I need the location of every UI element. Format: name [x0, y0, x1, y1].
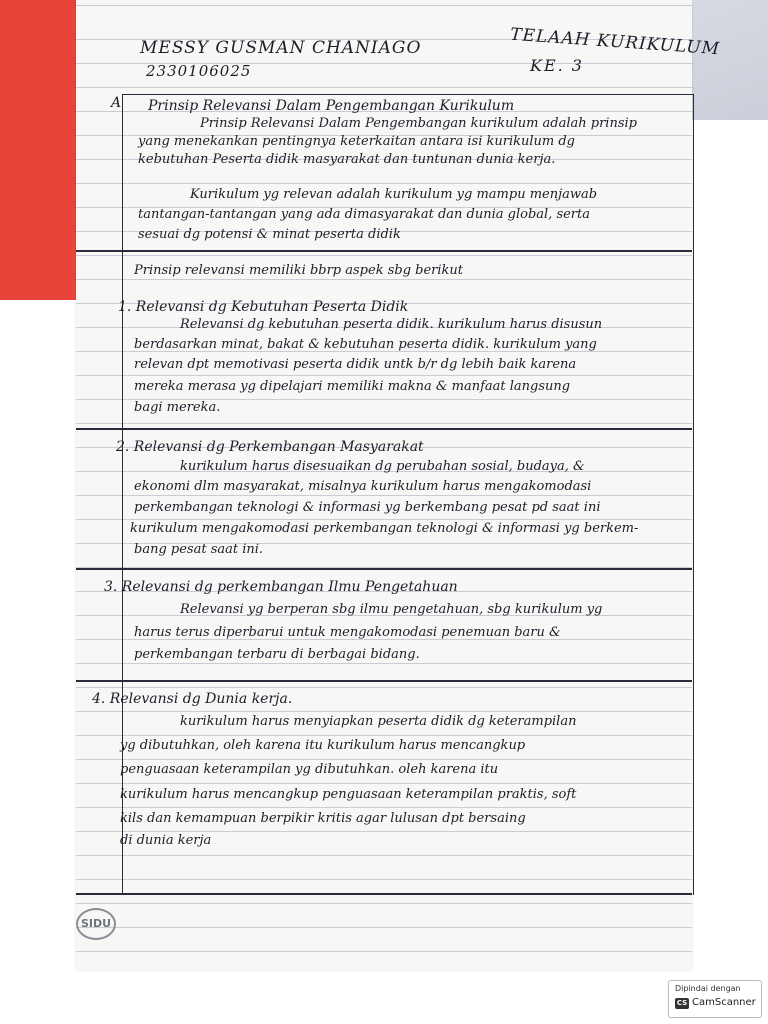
handwritten-line: Relevansi dg kebutuhan peserta didik. kurikulum harus disusun [180, 317, 603, 332]
handwritten-line: kebutuhan Peserta didik masyarakat dan tuntunan dunia kerja. [138, 152, 556, 167]
student-id: 2330106025 [146, 62, 252, 80]
handwritten-line: perkembangan teknologi & informasi yg berkembang pesat pd saat ini [134, 500, 601, 515]
watermark-caption: Dipindai dengan [675, 984, 741, 993]
handwritten-line: kurikulum mengakomodasi perkembangan teknologi & informasi yg berkem- [130, 521, 639, 536]
handwritten-line: yang menekankan pentingnya keterkaitan antara isi kurikulum dg [138, 134, 575, 149]
camscanner-icon: CS [676, 999, 688, 1007]
handwritten-line: Relevansi yg berperan sbg ilmu pengetahuan, sbg kurikulum yg [180, 602, 603, 617]
handwritten-line: bang pesat saat ini. [134, 542, 264, 557]
handwritten-line: kils dan kemampuan berpikir kritis agar lulusan dpt bersaing [120, 811, 526, 826]
divider [76, 680, 692, 682]
divider [76, 428, 692, 430]
document-number: KE. 3 [530, 56, 584, 75]
handwritten-line: harus terus diperbarui untuk mengakomodasi penemuan baru & [134, 625, 561, 640]
handwritten-line: sesuai dg potensi & minat peserta didik [138, 227, 401, 242]
handwritten-line: kurikulum harus menyiapkan peserta didik dg keterampilan [180, 714, 577, 729]
handwritten-line: Prinsip Relevansi Dalam Pengembangan Kurikulum [148, 98, 515, 114]
handwritten-line: penguasaan keterampilan yg dibutuhkan. oleh karena itu [120, 762, 499, 777]
handwritten-line: berdasarkan minat, bakat & kebutuhan peserta didik. kurikulum yang [134, 337, 597, 352]
handwritten-line: relevan dpt memotivasi peserta didik untk b/r dg lebih baik karena [134, 357, 577, 372]
handwritten-line: Kurikulum yg relevan adalah kurikulum yg mampu menjawab [190, 187, 598, 202]
handwritten-line: yg dibutuhkan, oleh karena itu kurikulum harus mencangkup [120, 738, 526, 753]
paper-brand-logo: SIDU [76, 908, 116, 940]
handwritten-heading: 1. Relevansi dg Kebutuhan Peserta Didik [118, 299, 409, 315]
divider [76, 250, 692, 252]
handwritten-line: kurikulum harus mencangkup penguasaan keterampilan praktis, soft [120, 787, 577, 802]
divider [76, 893, 692, 895]
handwritten-heading: 3. Relevansi dg perkembangan Ilmu Pengetahuan [104, 579, 458, 595]
watermark-brand: CamScanner [692, 997, 756, 1008]
author-name: MESSY GUSMAN CHANIAGO [140, 38, 422, 58]
document-title: TELAAH KURIKULUM [509, 24, 721, 60]
handwritten-line: mereka merasa yg dipelajari memiliki makna & manfaat langsung [134, 379, 571, 394]
handwritten-line: perkembangan terbaru di berbagai bidang. [134, 647, 420, 662]
handwritten-line: tantangan-tantangan yang ada dimasyarakat dan dunia global, serta [138, 207, 590, 222]
handwritten-heading: 4. Relevansi dg Dunia kerja. [92, 691, 293, 707]
divider [76, 568, 692, 570]
scanner-watermark [668, 980, 762, 1018]
handwritten-line: kurikulum harus disesuaikan dg perubahan sosial, budaya, & [180, 459, 585, 474]
handwritten-line: Prinsip Relevansi Dalam Pengembangan kurikulum adalah prinsip [200, 116, 637, 131]
handwritten-line: ekonomi dlm masyarakat, misalnya kurikulum harus mengakomodasi [134, 479, 592, 494]
section-letter: A [111, 95, 122, 111]
handwritten-line: Prinsip relevansi memiliki bbrp aspek sbg berikut [134, 263, 464, 278]
handwritten-line: di dunia kerja [120, 833, 212, 848]
handwritten-line: bagi mereka. [134, 400, 221, 415]
handwritten-heading: 2. Relevansi dg Perkembangan Masyarakat [116, 439, 424, 455]
